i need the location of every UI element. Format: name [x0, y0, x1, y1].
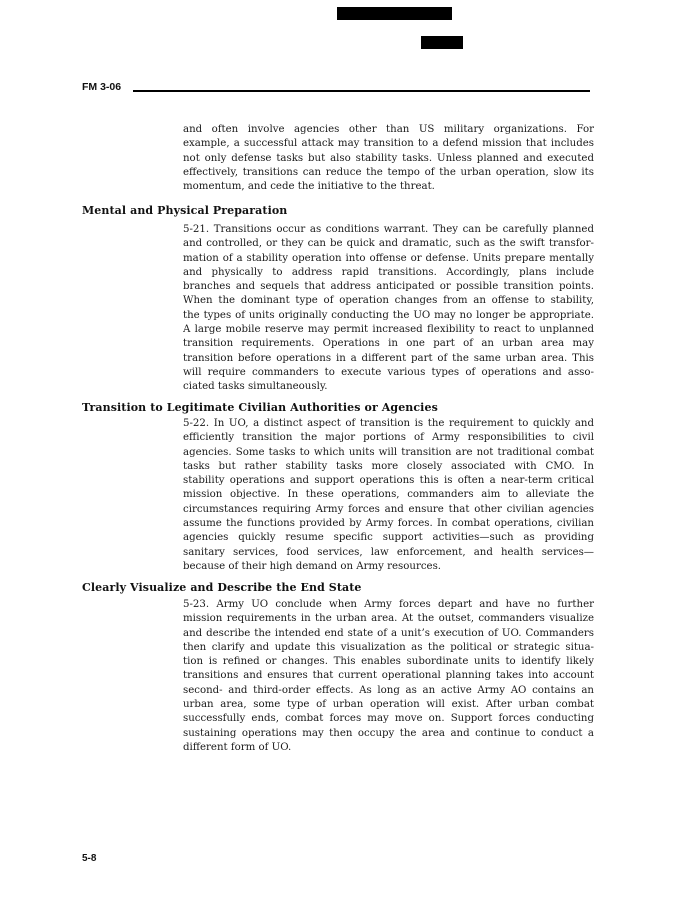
text-line: effectively, transitions can reduce the tempo of the urban operation, slow its — [183, 166, 594, 178]
text-line: and physically to address rapid transitions. Accordingly, plans include — [183, 266, 594, 278]
text-line: agencies. Some tasks to which units will transition are not traditional combat — [183, 446, 594, 458]
text-line: transition requirements. Operations in one part of an urban area may — [183, 338, 594, 350]
intro-paragraph — [183, 123, 594, 194]
text-line: 5-22. In UO, a distinct aspect of transition is the requirement to quickly and — [183, 418, 594, 429]
text-line: transitions and ensures that current operational planning takes into account — [183, 670, 594, 682]
text-line: assume the functions provided by Army forces. In combat operations, civilian — [183, 518, 594, 530]
text-line: because of their high demand on Army resources. — [183, 560, 442, 572]
paragraph-5-21 — [183, 223, 594, 395]
text-line: and describe the intended end state of a unit’s execution of UO. Commanders — [183, 627, 594, 639]
text-line: 5-23. Army UO conclude when Army forces depart and have no further — [183, 599, 594, 610]
text-line: When the dominant type of operation changes from an offense to stability, — [183, 295, 594, 307]
text-line: stability operations and support operations this is often a near-term critical — [183, 475, 594, 487]
paragraph-5-22 — [183, 417, 594, 574]
text-line: tasks but rather stability tasks more closely associated with CMO. In — [183, 460, 594, 472]
text-line: 5-21. Transitions occur as conditions warrant. They can be carefully planned — [183, 224, 594, 235]
text-line: mission objective. In these operations, commanders aim to alleviate the — [183, 489, 594, 501]
section-heading-transition-to-civilian-authorities: Transition to Legitimate Civilian Authorities or Agencies — [82, 401, 438, 414]
scan-artifact-bar-lower — [421, 36, 463, 49]
text-line: example, a successful attack may transition to a defend mission that includes — [183, 138, 594, 150]
text-line: tion is refined or changes. This enables subordinate units to identify likely — [183, 656, 594, 668]
footer-page-number: 5-8 — [82, 853, 97, 864]
paragraph-5-23 — [183, 598, 594, 755]
text-line: transition before operations in a different part of the same urban area. This — [183, 352, 594, 364]
text-line: urban area, some type of urban operation will exist. After urban combat — [183, 699, 594, 711]
text-line: A large mobile reserve may permit increased flexibility to react to unplanned — [183, 324, 594, 336]
header-rule — [133, 90, 590, 92]
text-line: agencies quickly resume specific support activities—such as providing — [183, 532, 594, 544]
text-line: not only defense tasks but also stability tasks. Unless planned and executed — [183, 152, 594, 164]
scan-artifact-bar-top — [337, 7, 452, 20]
header-doc-code: FM 3-06 — [82, 81, 122, 93]
text-line: the types of units originally conducting the UO may no longer be appropriate. — [183, 309, 594, 321]
text-line: momentum, and cede the initiative to the threat. — [183, 181, 435, 193]
text-line: then clarify and update this visualization as the political or strategic situa- — [183, 641, 594, 653]
text-line: ciated tasks simultaneously. — [183, 381, 328, 393]
text-line: sustaining operations may then occupy the area and continue to conduct a — [183, 727, 594, 739]
text-line: and controlled, or they can be quick and dramatic, such as the swift transfor- — [183, 238, 594, 250]
section-heading-mental-and-physical-preparation: Mental and Physical Preparation — [82, 204, 288, 217]
text-line: successfully ends, combat forces may move on. Support forces conducting — [183, 713, 594, 725]
section-heading-visualize-end-state: Clearly Visualize and Describe the End State — [82, 581, 362, 594]
text-line: sanitary services, food services, law enforcement, and health services— — [183, 546, 594, 558]
text-line: will require commanders to execute various types of operations and asso- — [183, 366, 594, 378]
text-line: efficiently transition the major portions of Army responsibilities to civil — [183, 432, 594, 444]
text-line: branches and sequels that address anticipated or possible transition points. — [183, 281, 594, 293]
text-line: different form of UO. — [183, 741, 292, 753]
text-line: mation of a stability operation into offense or defense. Units prepare mentally — [183, 252, 594, 264]
text-line: circumstances requiring Army forces and ensure that other civilian agencies — [183, 503, 594, 515]
text-line: mission requirements in the urban area. At the outset, commanders visualize — [183, 613, 594, 625]
text-line: second- and third-order effects. As long as an active Army AO contains an — [183, 684, 594, 696]
text-line: and often involve agencies other than US military organizations. For — [183, 124, 594, 135]
